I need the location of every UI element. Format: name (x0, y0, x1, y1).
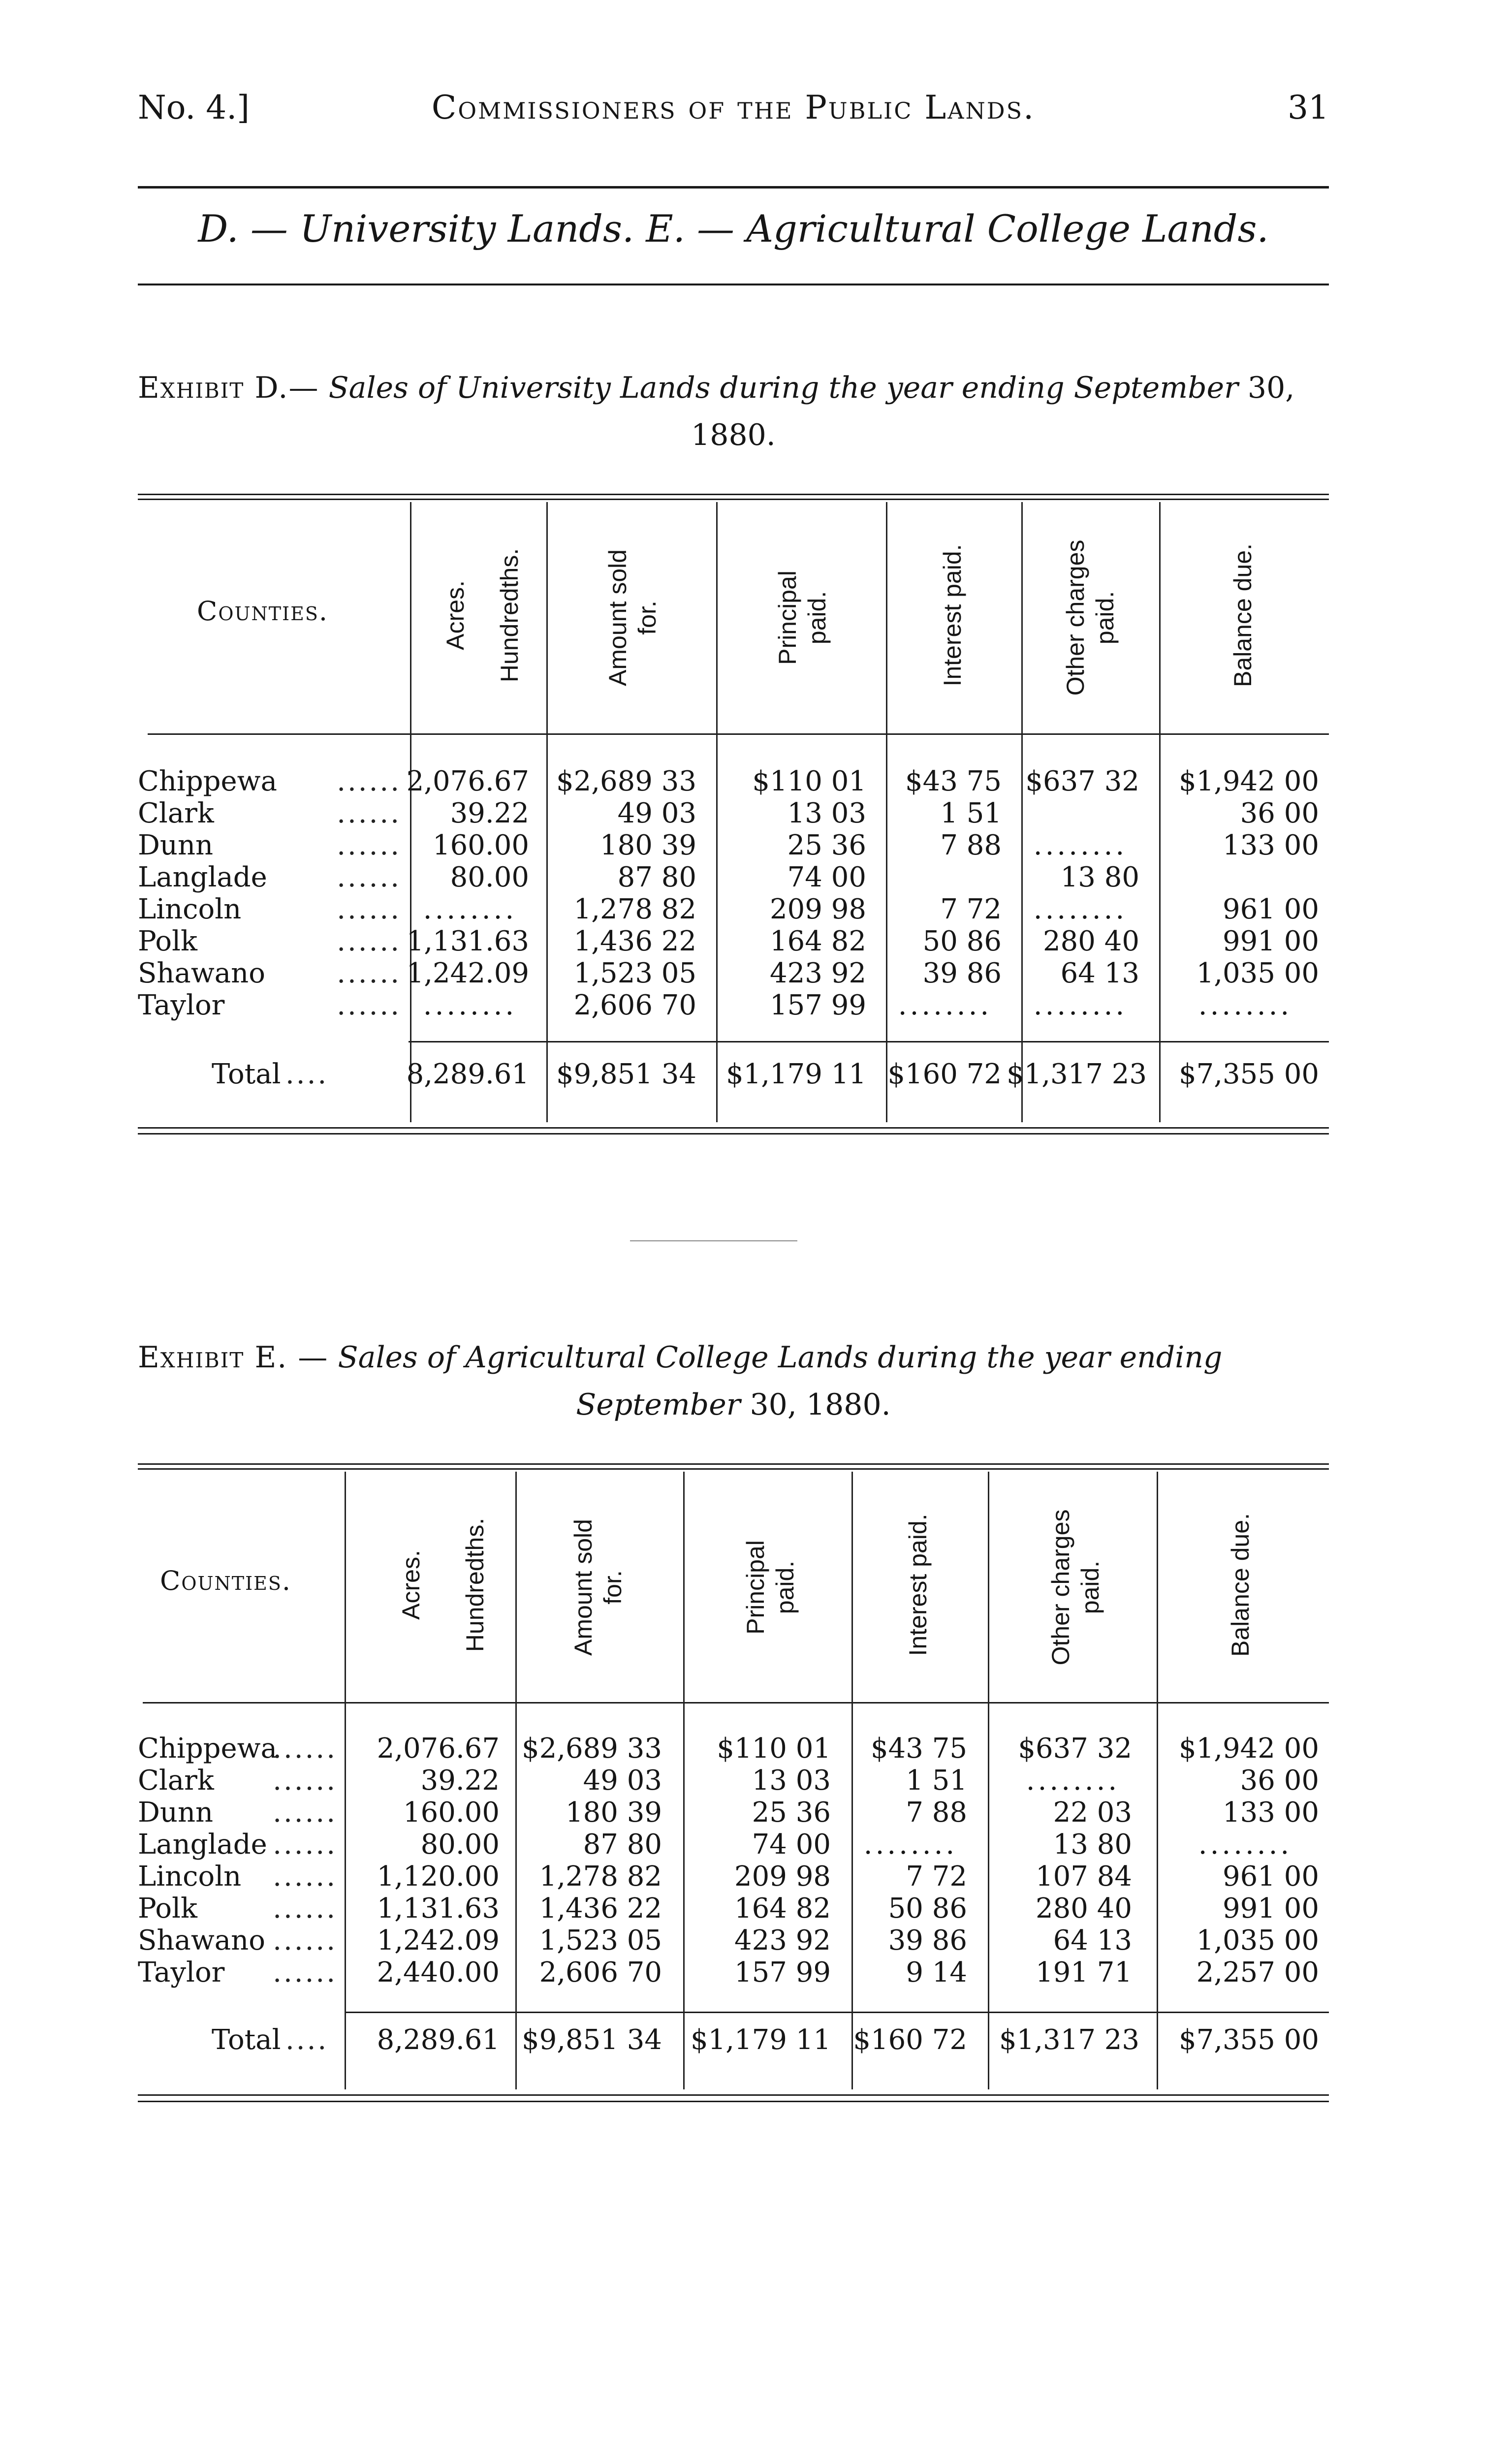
table-row (138, 1893, 1329, 1925)
interest-paid-header: Interest paid. (939, 544, 966, 687)
other-charges-cell: 22 03 (1053, 1797, 1132, 1829)
table-top-rule (138, 1463, 1329, 1465)
acres-cell: 1,131.63 (406, 925, 529, 957)
amount-sold-cell: 1,436 22 (573, 925, 696, 957)
other-charges-cell: 191 71 (1036, 1956, 1132, 1988)
acres-cell: 160.00 (403, 1797, 500, 1829)
amount-sold-cell: 87 80 (617, 861, 696, 893)
exhibit-e-caption-month: September (576, 1388, 741, 1422)
other-charges-cell: 280 40 (1043, 925, 1139, 957)
table-top-rule (138, 494, 1329, 495)
amount-sold-cell: $2,689 33 (556, 765, 696, 797)
balance-due-cell: $7,355 00 (1178, 2024, 1319, 2056)
acres-cell: 39.22 (420, 1765, 500, 1797)
principal-paid-cell: 25 36 (752, 1797, 831, 1829)
other-charges-cell: $637 32 (1025, 765, 1139, 797)
interest-paid-cell: $43 75 (871, 1733, 967, 1765)
county-name: Shawano (138, 957, 265, 989)
counties-header: Counties. (197, 596, 329, 627)
table-row (138, 765, 1329, 798)
other-charges-cell: 280 40 (1036, 1893, 1132, 1925)
balance-due-cell: $1,942 00 (1178, 765, 1319, 797)
county-name: Langlade (138, 861, 267, 893)
interest-paid-cell: $160 72 (853, 2024, 967, 2056)
county-name: Taylor (138, 1956, 225, 1988)
table-row (138, 957, 1329, 990)
acres-header: Acres. (397, 1550, 425, 1620)
leader-dots: ...... (273, 1765, 337, 1797)
interest-paid-cell: 50 86 (888, 1893, 967, 1925)
amount-sold-cell: 180 39 (600, 829, 696, 861)
other-charges-cell: 13 80 (1060, 861, 1139, 893)
balance-due-cell: 961 00 (1223, 893, 1319, 925)
other-charges-cell: 107 84 (1036, 1861, 1132, 1893)
principal-paid-cell: 13 03 (752, 1765, 831, 1797)
hundredths-header: Hundredths. (461, 1517, 489, 1652)
acres-cell: 8,289.61 (406, 1058, 529, 1090)
leader-dots: ...... (337, 829, 401, 861)
exhibit-e-caption (138, 1334, 1329, 1428)
interest-paid-cell: 1 51 (940, 797, 1002, 829)
principal-paid-cell: 423 92 (734, 1925, 831, 1956)
section-title: D. — University Lands. E. — Agricultural College Lands. (198, 207, 1269, 251)
empty-cell-dots: ........ (1033, 829, 1128, 861)
amount-sold-cell: $2,689 33 (521, 1733, 662, 1765)
leader-dots: ...... (273, 1893, 337, 1925)
leader-dots: ...... (337, 925, 401, 957)
leader-dots: ...... (337, 797, 401, 829)
table-row (138, 1956, 1329, 1989)
acres-cell: 8,289.61 (377, 2024, 500, 2056)
empty-cell-dots: ........ (1033, 893, 1128, 925)
balance-due-cell: 2,257 00 (1196, 1956, 1319, 1988)
acres-cell: 160.00 (433, 829, 529, 861)
table-row (138, 1925, 1329, 1957)
county-name: Dunn (138, 829, 214, 861)
balance-due-cell: 133 00 (1223, 1797, 1319, 1829)
interest-paid-cell: 39 86 (922, 957, 1002, 989)
acres-cell: 39.22 (450, 797, 529, 829)
county-name: Lincoln (138, 893, 242, 925)
section-rule (138, 284, 1329, 285)
principal-paid-cell: 423 92 (770, 957, 866, 989)
principal-paid-cell: $1,179 11 (725, 1058, 866, 1090)
exhibit-d-caption-tail: 30, (1247, 371, 1295, 405)
leader-dots: ...... (337, 861, 401, 893)
empty-cell-dots: ........ (863, 1829, 958, 1861)
balance-due-cell: 1,035 00 (1196, 957, 1319, 989)
balance-due-cell: 133 00 (1223, 829, 1319, 861)
page-number: 31 (1288, 89, 1329, 126)
header-bottom-rule (143, 1702, 1329, 1704)
amount-sold-cell: 49 03 (583, 1765, 662, 1797)
principal-paid-cell: 164 82 (734, 1893, 831, 1925)
other-charges-cell: 64 13 (1060, 957, 1139, 989)
interest-paid-cell: 7 72 (906, 1861, 967, 1893)
counties-header: Counties. (160, 1565, 292, 1596)
balance-due-header: Balance due. (1227, 1513, 1254, 1657)
table-bottom-rule (138, 1127, 1329, 1129)
empty-cell-dots: ........ (1198, 989, 1292, 1021)
leader-dots: ...... (273, 1861, 337, 1893)
principal-paid-cell: $110 01 (752, 765, 866, 797)
balance-due-header: Balance due. (1229, 543, 1257, 687)
header-bottom-rule (148, 733, 1329, 735)
exhibit-e-caption-text: Sales of Agricultural College Lands during the year ending (338, 1340, 1223, 1375)
leader-dots: ...... (273, 1733, 337, 1765)
amount-sold-cell: $9,851 34 (556, 1058, 696, 1090)
empty-cell-dots: ........ (1026, 1765, 1120, 1797)
interest-paid-cell: 7 88 (906, 1797, 967, 1829)
interest-paid-cell: 50 86 (922, 925, 1002, 957)
empty-cell-dots: ........ (898, 989, 992, 1021)
table-row (138, 893, 1329, 926)
table-row (138, 925, 1329, 958)
principal-paid-cell: 164 82 (770, 925, 866, 957)
table-top-rule (138, 499, 1329, 500)
table-row (138, 1765, 1329, 1797)
county-name: Clark (138, 797, 214, 829)
amount-sold-cell: 1,523 05 (539, 1925, 662, 1956)
acres-cell: 2,076.67 (406, 765, 529, 797)
interest-paid-cell: 9 14 (906, 1956, 967, 1988)
document-number: No. 4.] (138, 89, 250, 126)
other-charges-header: Other charges paid. (1047, 1509, 1104, 1666)
principal-paid-header: Principal paid. (742, 1540, 799, 1635)
table-row (138, 797, 1329, 830)
principal-paid-header: Principal paid. (774, 570, 831, 665)
exhibit-e-caption-year: 30, 1880. (750, 1388, 891, 1422)
leader-dots: ...... (337, 989, 401, 1021)
county-name: Langlade (138, 1829, 267, 1861)
principal-paid-cell: 25 36 (787, 829, 866, 861)
county-name: Dunn (138, 1797, 214, 1829)
leader-dots: ...... (273, 1956, 337, 1988)
principal-paid-cell: 74 00 (787, 861, 866, 893)
principal-paid-cell: 74 00 (752, 1829, 831, 1861)
table-bottom-rule (138, 2094, 1329, 2096)
principal-paid-cell: 13 03 (787, 797, 866, 829)
interest-paid-cell: 1 51 (906, 1765, 967, 1797)
other-charges-cell: $1,317 23 (999, 2024, 1140, 2056)
interest-paid-header: Interest paid. (904, 1514, 932, 1656)
table-row (138, 861, 1329, 894)
amount-sold-cell: 1,523 05 (573, 957, 696, 989)
county-name: Clark (138, 1765, 214, 1797)
exhibit-d-caption (138, 364, 1329, 459)
balance-due-cell: 36 00 (1240, 797, 1319, 829)
acres-cell: 1,242.09 (406, 957, 529, 989)
table-row (138, 1829, 1329, 1861)
empty-cell-dots: ........ (1033, 989, 1128, 1021)
principal-paid-cell: $1,179 11 (690, 2024, 831, 2056)
balance-due-cell: 961 00 (1223, 1861, 1319, 1893)
acres-header: Acres. (441, 580, 469, 650)
leader-dots: ...... (273, 1925, 337, 1956)
county-name: Shawano (138, 1925, 265, 1956)
principal-paid-cell: $110 01 (717, 1733, 831, 1765)
table-top-rule (138, 1468, 1329, 1470)
principal-paid-cell: 209 98 (770, 893, 866, 925)
exhibit-d-label: Exhibit D.— (138, 371, 319, 405)
balance-due-cell: 991 00 (1223, 1893, 1319, 1925)
amount-sold-cell: 49 03 (617, 797, 696, 829)
exhibit-e-label: Exhibit E. — (138, 1340, 329, 1375)
balance-due-cell: $1,942 00 (1178, 1733, 1319, 1765)
table-row (138, 1797, 1329, 1829)
table-row (138, 1861, 1329, 1893)
separator-rule (630, 1240, 797, 1241)
running-title: Commissioners of the Public Lands. (431, 89, 1036, 126)
exhibit-d-caption-year: 1880. (691, 418, 776, 452)
acres-cell: 2,440.00 (377, 1956, 500, 1988)
leader-dots: ...... (337, 893, 401, 925)
table-bottom-rule (138, 2101, 1329, 2102)
empty-cell-dots: ........ (423, 989, 517, 1021)
other-charges-header: Other charges paid. (1062, 539, 1119, 696)
leader-dots: .... (285, 2024, 329, 2056)
acres-cell: 1,242.09 (377, 1925, 500, 1956)
other-charges-cell: $1,317 23 (1007, 1058, 1147, 1090)
principal-paid-cell: 209 98 (734, 1861, 831, 1893)
leader-dots: ...... (273, 1829, 337, 1861)
table-row (138, 1733, 1329, 1765)
empty-cell-dots: ........ (423, 893, 517, 925)
county-name: Chippewa (138, 1733, 277, 1765)
amount-sold-cell: 2,606 70 (539, 1956, 662, 1988)
leader-dots: ...... (273, 1797, 337, 1829)
interest-paid-cell: 39 86 (888, 1925, 967, 1956)
principal-paid-cell: 157 99 (770, 989, 866, 1021)
amount-sold-cell: 1,278 82 (573, 893, 696, 925)
amount-sold-cell: $9,851 34 (521, 2024, 662, 2056)
balance-due-cell: 36 00 (1240, 1765, 1319, 1797)
acres-cell: 80.00 (450, 861, 529, 893)
county-name: Taylor (138, 989, 225, 1021)
other-charges-cell: 13 80 (1053, 1829, 1132, 1861)
total-row (138, 1058, 1329, 1091)
leader-dots: .... (285, 1058, 329, 1090)
hundredths-header: Hundredths. (496, 548, 523, 683)
leader-dots: ...... (337, 765, 401, 797)
acres-cell: 1,120.00 (377, 1861, 500, 1893)
balance-due-cell: $7,355 00 (1178, 1058, 1319, 1090)
total-label: Total (212, 1058, 281, 1090)
county-name: Polk (138, 1893, 197, 1925)
amount-sold-header: Amount sold for. (569, 1519, 627, 1656)
other-charges-cell: 64 13 (1053, 1925, 1132, 1956)
header-rule (138, 186, 1329, 189)
acres-cell: 2,076.67 (377, 1733, 500, 1765)
acres-cell: 1,131.63 (377, 1893, 500, 1925)
acres-cell: 80.00 (420, 1829, 500, 1861)
total-rule (345, 2012, 1329, 2013)
other-charges-cell: $637 32 (1018, 1733, 1132, 1765)
amount-sold-cell: 87 80 (583, 1829, 662, 1861)
amount-sold-header: Amount sold for. (604, 549, 661, 686)
balance-due-cell: 1,035 00 (1196, 1925, 1319, 1956)
interest-paid-cell: $160 72 (887, 1058, 1002, 1090)
interest-paid-cell: 7 88 (940, 829, 1002, 861)
county-name: Lincoln (138, 1861, 242, 1893)
table-row (138, 989, 1329, 1022)
balance-due-cell: 991 00 (1223, 925, 1319, 957)
amount-sold-cell: 180 39 (566, 1797, 662, 1829)
leader-dots: ...... (337, 957, 401, 989)
interest-paid-cell: 7 72 (940, 893, 1002, 925)
running-header (138, 89, 1329, 128)
table-bottom-rule (138, 1133, 1329, 1135)
principal-paid-cell: 157 99 (734, 1956, 831, 1988)
amount-sold-cell: 1,278 82 (539, 1861, 662, 1893)
total-label: Total (212, 2024, 281, 2056)
amount-sold-cell: 1,436 22 (539, 1893, 662, 1925)
total-row (138, 2024, 1329, 2056)
interest-paid-cell: $43 75 (905, 765, 1002, 797)
empty-cell-dots: ........ (1198, 1829, 1292, 1861)
county-name: Chippewa (138, 765, 277, 797)
amount-sold-cell: 2,606 70 (573, 989, 696, 1021)
table-row (138, 829, 1329, 862)
county-name: Polk (138, 925, 197, 957)
exhibit-d-caption-text: Sales of University Lands during the year ending September (328, 371, 1238, 405)
